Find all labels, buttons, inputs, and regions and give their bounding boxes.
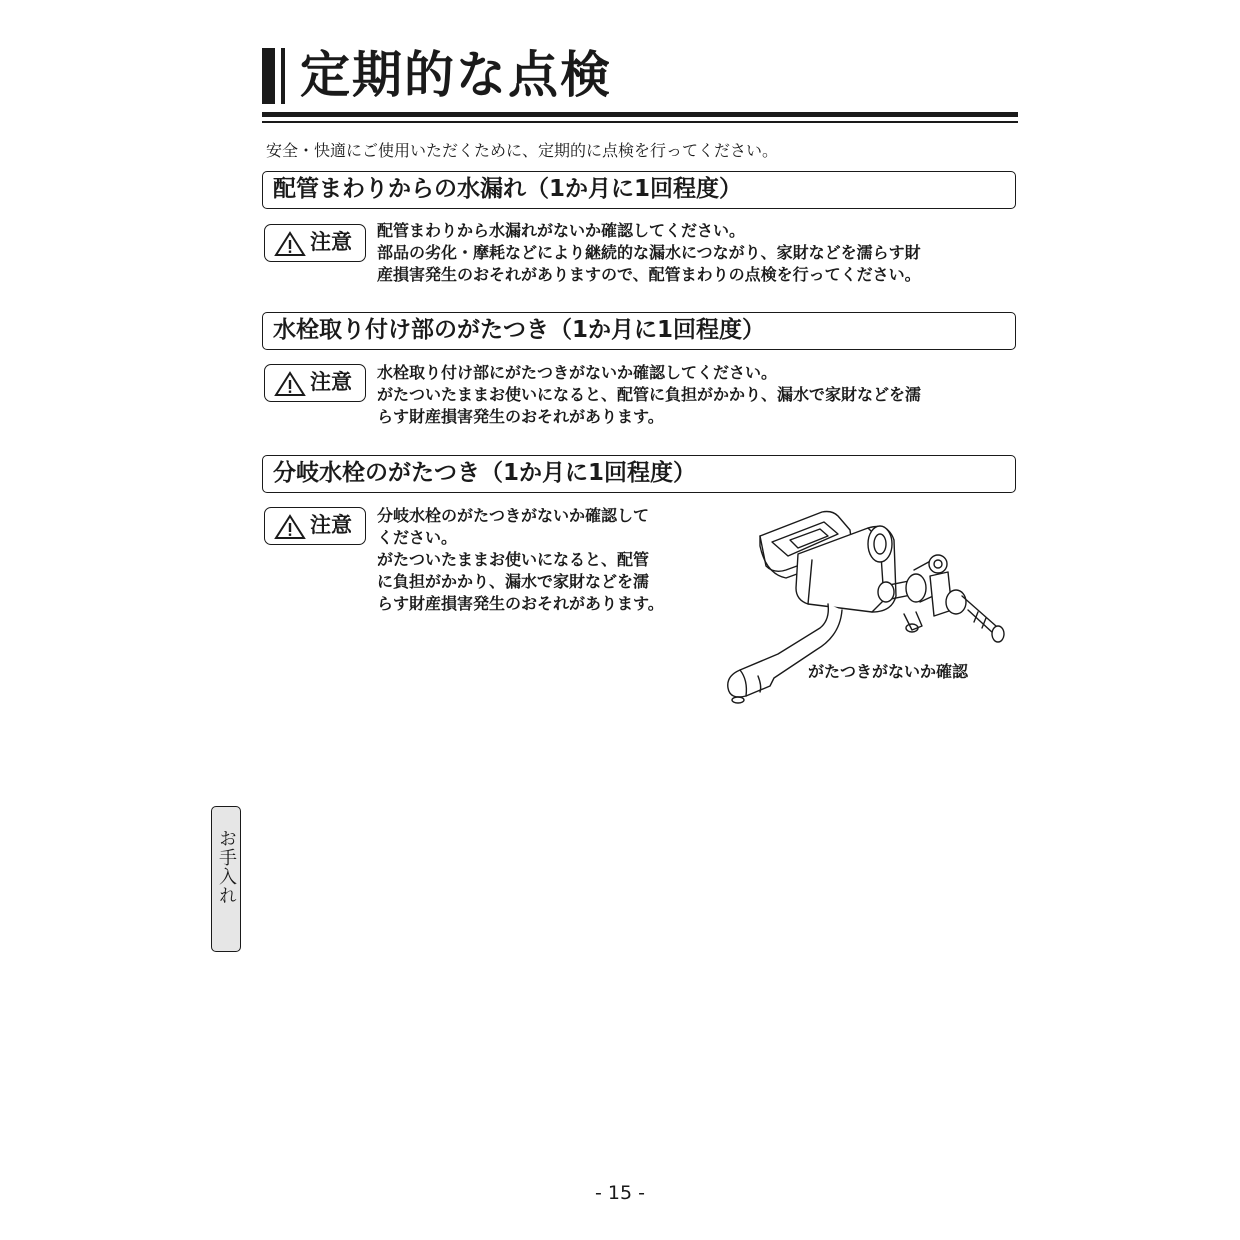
- body-line: らす財産損害発生のおそれがあります。: [377, 594, 664, 613]
- title-bar-mark-thin: [281, 48, 285, 104]
- body-line: 部品の劣化・摩耗などにより継続的な漏水につながり、家財などを濡らす財: [377, 243, 921, 262]
- body-line: 産損害発生のおそれがありますので、配管まわりの点検を行ってください。: [377, 265, 921, 284]
- body-line: らす財産損害発生のおそれがあります。: [377, 407, 664, 426]
- warning-triangle-icon: [274, 514, 306, 540]
- section-body: [377, 220, 921, 286]
- title-rule-thin: [262, 121, 1018, 123]
- caution-label: 注意: [310, 370, 352, 394]
- body-line: 配管まわりから水漏れがないか確認してください。: [377, 221, 746, 240]
- warning-triangle-icon: [274, 231, 306, 257]
- illustration-caption: がたつきがないか確認: [808, 662, 969, 681]
- section-heading-branch-valve: 分岐水栓のがたつき（1か月に1回程度）: [262, 455, 1016, 493]
- page-number: - 15 -: [595, 1182, 645, 1204]
- caution-badge: [264, 507, 366, 545]
- section-heading-mount-looseness: 水栓取り付け部のがたつき（1か月に1回程度）: [262, 312, 1016, 350]
- page-title: 定期的な点検: [300, 46, 612, 104]
- caution-badge: [264, 364, 366, 402]
- intro-text: 安全・快適にご使用いただくために、定期的に点検を行ってください。: [266, 141, 779, 160]
- section-body: [377, 505, 664, 615]
- page-header: [262, 42, 1018, 127]
- caution-badge: [264, 224, 366, 262]
- body-line: 分岐水栓のがたつきがないか確認して: [377, 506, 650, 525]
- title-rule: [262, 112, 1018, 117]
- caution-label: 注意: [310, 513, 352, 537]
- body-line: ください。: [377, 528, 458, 547]
- side-tab-care: [211, 806, 241, 952]
- body-line: に負担がかかり、漏水で家財などを濡: [377, 572, 650, 591]
- section-heading-piping-leak: 配管まわりからの水漏れ（1か月に1回程度）: [262, 171, 1016, 209]
- title-bar-mark: [262, 48, 275, 104]
- section-body: [377, 362, 921, 428]
- body-line: 水栓取り付け部にがたつきがないか確認してください。: [377, 363, 778, 382]
- warning-triangle-icon: [274, 371, 306, 397]
- body-line: がたついたままお使いになると、配管に負担がかかり、漏水で家財などを濡: [377, 385, 922, 404]
- caution-label: 注意: [310, 230, 352, 254]
- side-tab-label: お手入れ: [216, 829, 237, 905]
- body-line: がたついたままお使いになると、配管: [377, 550, 650, 569]
